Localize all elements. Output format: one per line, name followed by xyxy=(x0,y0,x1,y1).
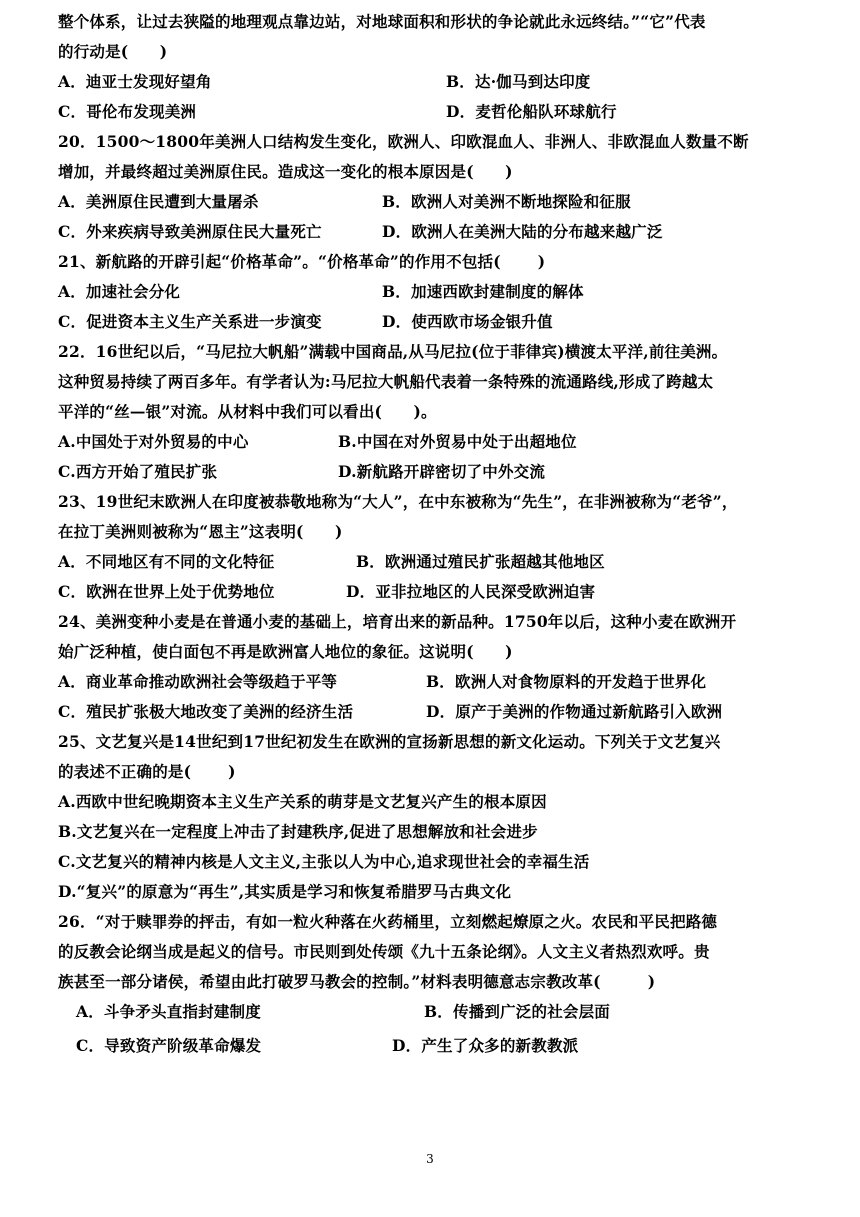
option-a: A．加速社会分化 xyxy=(58,282,181,301)
option-b: B．加速西欧封建制度的解体 xyxy=(382,282,584,301)
option-row xyxy=(58,72,806,92)
option-b: B．达·伽马到达印度 xyxy=(446,72,591,91)
question-stem-line: 23、19世纪末欧洲人在印度被恭敬地称为“大人”，在中东被称为“先生”，在非洲被称为“老爷”， xyxy=(58,492,738,511)
question-22 xyxy=(58,342,806,482)
option-c: C.文艺复兴的精神内核是人文主义,主张以人为中心,追求现世社会的幸福生活 xyxy=(58,852,590,871)
option-d: D．使西欧市场金银升值 xyxy=(382,312,553,331)
question-stem-line: 20．1500～1800年美洲人口结构发生变化，欧洲人、印欧混血人、非洲人、非欧混血人数量不断 xyxy=(58,132,749,151)
question-stem-line: 的反教会论纲当成是起义的信号。市民则到处传颂《九十五条论纲》。人文主义者热烈欢呼。贵 xyxy=(58,942,710,961)
question-stem-line: 的表述不正确的是( ) xyxy=(58,762,236,781)
question-stem-line: 22．16世纪以后，“马尼拉大帆船”满载中国商品,从马尼拉(位于菲律宾)横渡太平洋,前往美洲。 xyxy=(58,342,728,361)
question-list xyxy=(58,12,806,1066)
option-c: C．欧洲在世界上处于优势地位 xyxy=(58,582,275,601)
option-a: A．商业革命推动欧洲社会等级趋于平等 xyxy=(58,672,338,691)
question-stem-line: 族甚至一部分诸侯，希望由此打破罗马教会的控制。”材料表明德意志宗教改革( ) xyxy=(58,972,656,991)
option-row xyxy=(58,312,806,332)
option-b: B.文艺复兴在一定程度上冲击了封建秩序,促进了思想解放和社会进步 xyxy=(58,822,538,841)
question-23 xyxy=(58,492,806,602)
option-row xyxy=(58,552,806,572)
option-c: C．外来疾病导致美洲原住民大量死亡 xyxy=(58,222,322,241)
option-a: A．美洲原住民遭到大量屠杀 xyxy=(58,192,259,211)
option-d: D．产生了众多的新教教派 xyxy=(392,1036,579,1055)
question-stem-line: 24、美洲变种小麦是在普通小麦的基础上，培育出来的新品种。1750年以后，这种小麦在欧洲开 xyxy=(58,612,737,631)
option-row xyxy=(58,282,806,302)
option-d: D．原产于美洲的作物通过新航路引入欧洲 xyxy=(426,702,723,721)
option-row xyxy=(58,582,806,602)
page-number: 3 xyxy=(426,1152,434,1166)
question-24 xyxy=(58,612,806,722)
option-a: A．迪亚士发现好望角 xyxy=(58,72,212,91)
question-stem-line: 26．“对于赎罪券的抨击，有如一粒火种落在火药桶里，立刻燃起燎原之火。农民和平民把路德 xyxy=(58,912,718,931)
option-b: B.中国在对外贸易中处于出超地位 xyxy=(338,432,577,451)
question-20 xyxy=(58,132,806,242)
option-c: C.西方开始了殖民扩张 xyxy=(58,462,218,481)
option-row xyxy=(58,1036,806,1056)
option-row xyxy=(58,192,806,212)
option-row xyxy=(58,432,806,452)
option-row xyxy=(58,102,806,122)
question-25 xyxy=(58,732,806,902)
option-row xyxy=(58,702,806,722)
option-b: B．欧洲通过殖民扩张超越其他地区 xyxy=(356,552,605,571)
option-a: A.西欧中世纪晚期资本主义生产关系的萌芽是文艺复兴产生的根本原因 xyxy=(58,792,547,811)
option-b: B．欧洲人对美洲不断地探险和征服 xyxy=(382,192,631,211)
question-stem-line: 始广泛种植，使白面包不再是欧洲富人地位的象征。这说明( ) xyxy=(58,642,513,661)
option-c: C．导致资产阶级革命爆发 xyxy=(76,1036,262,1055)
question-stem-line: 的行动是( ) xyxy=(58,42,168,61)
question-stem-line: 平洋的“丝—银”对流。从材料中我们可以看出( )。 xyxy=(58,402,437,421)
question-stem-line: 增加，并最终超过美洲原住民。造成这一变化的根本原因是( ) xyxy=(58,162,513,181)
option-d: D．欧洲人在美洲大陆的分布越来越广泛 xyxy=(382,222,663,241)
option-d: D．亚非拉地区的人民深受欧洲迫害 xyxy=(346,582,596,601)
question-26 xyxy=(58,912,806,1056)
question-stem-line: 整个体系，让过去狭隘的地理观点靠边站，对地球面积和形状的争论就此永远终结。”“它”代表 xyxy=(58,12,706,31)
question-stem-line: 这种贸易持续了两百多年。有学者认为:马尼拉大帆船代表着一条特殊的流通路线,形成了跨越太 xyxy=(58,372,714,391)
option-c: C．殖民扩张极大地改变了美洲的经济生活 xyxy=(58,702,354,721)
option-d: D．麦哲伦船队环球航行 xyxy=(446,102,617,121)
option-c: C．哥伦布发现美洲 xyxy=(58,102,197,121)
question-stem-line: 在拉丁美洲则被称为“恩主”这表明( ) xyxy=(58,522,343,541)
option-row xyxy=(58,462,806,482)
option-b: B．传播到广泛的社会层面 xyxy=(424,1002,611,1021)
question-19 xyxy=(58,12,806,122)
option-row xyxy=(58,222,806,242)
option-d: D.“复兴”的原意为“再生”,其实质是学习和恢复希腊罗马古典文化 xyxy=(58,882,512,901)
question-stem-line: 21、新航路的开辟引起“价格革命”。“价格革命”的作用不包括( ) xyxy=(58,252,546,271)
question-stem-line: 25、文艺复兴是14世纪到17世纪初发生在欧洲的宣扬新思想的新文化运动。下列关于文艺复兴 xyxy=(58,732,721,751)
option-c: C．促进资本主义生产关系进一步演变 xyxy=(58,312,322,331)
option-row xyxy=(58,1002,806,1022)
option-row xyxy=(58,672,806,692)
option-a: A.中国处于对外贸易的中心 xyxy=(58,432,249,451)
option-a: A．斗争矛头直指封建制度 xyxy=(76,1002,261,1021)
option-b: B．欧洲人对食物原料的开发趋于世界化 xyxy=(426,672,707,691)
option-a: A．不同地区有不同的文化特征 xyxy=(58,552,275,571)
question-21 xyxy=(58,252,806,332)
option-d: D.新航路开辟密切了中外交流 xyxy=(338,462,546,481)
